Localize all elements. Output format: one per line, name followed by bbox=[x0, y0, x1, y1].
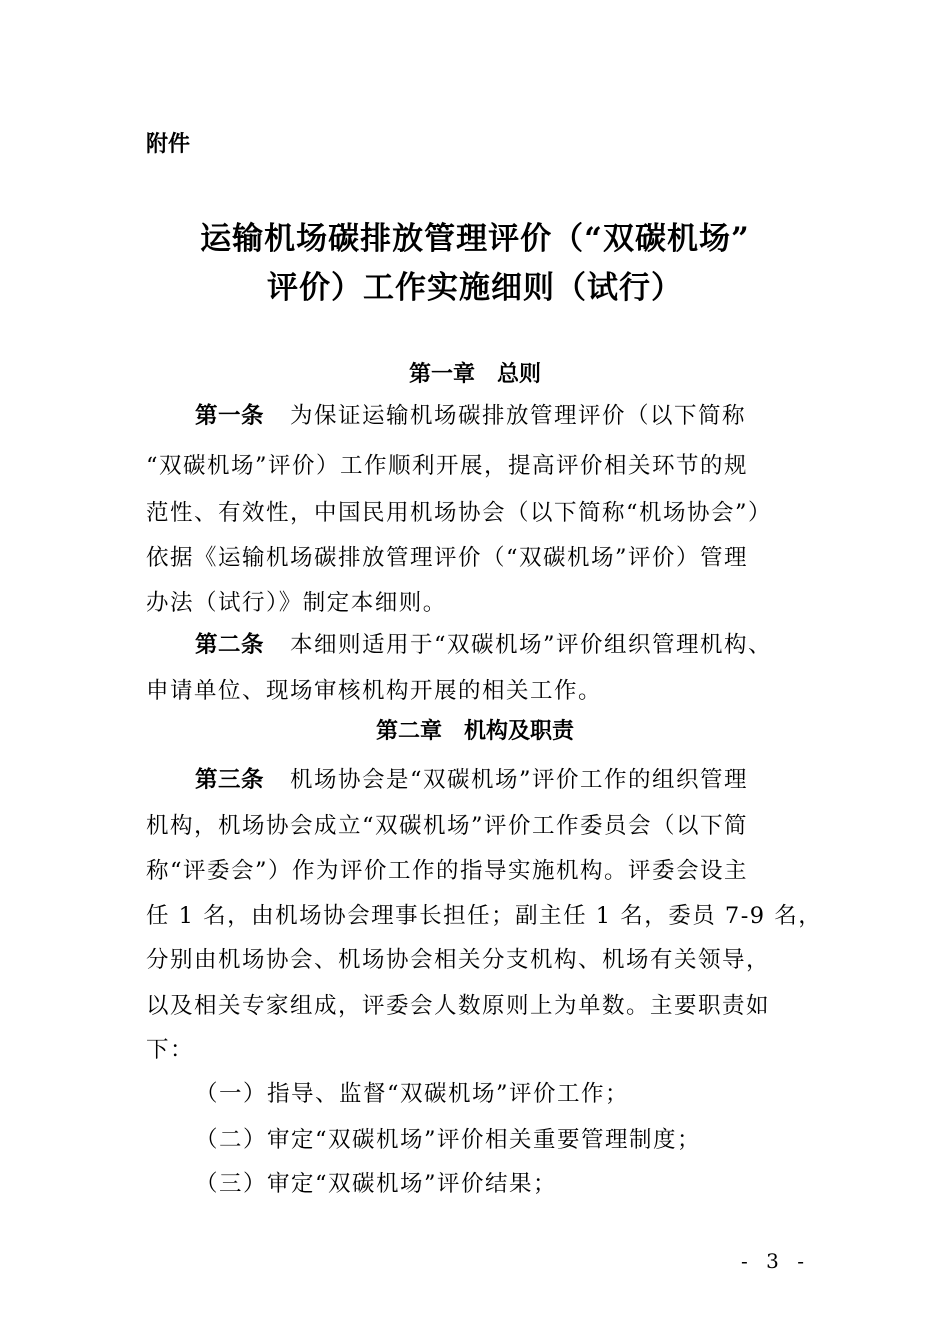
article-3-line-3: 称“评委会”）作为评价工作的指导实施机构。评委会设主 bbox=[146, 858, 749, 884]
article-1-line-3: 范性、有效性，中国民用机场协会（以下简称“机场协会”） bbox=[146, 500, 773, 526]
article-3-line-1 bbox=[195, 762, 865, 794]
article-3-line-4: 任 1 名，由机场协会理事长担任；副主任 1 名，委员 7-9 名， bbox=[146, 903, 823, 929]
document-title-line-1: 运输机场碳排放管理评价（“双碳机场” bbox=[200, 221, 750, 257]
chapter-2-heading: 第二章 机构及职责 bbox=[375, 719, 574, 744]
article-1-text: 为保证运输机场碳排放管理评价（以下简称 bbox=[290, 403, 747, 429]
article-3-label: 第三条 bbox=[195, 767, 265, 793]
article-2-label: 第二条 bbox=[195, 632, 265, 658]
list-item-3: （三）审定“双碳机场”评价结果； bbox=[195, 1171, 558, 1197]
article-1-line-2: “双碳机场”评价）工作顺利开展，提高评价相关环节的规 bbox=[146, 453, 749, 479]
list-item-1: （一）指导、监督“双碳机场”评价工作； bbox=[195, 1081, 630, 1107]
article-3-line-6: 以及相关专家组成，评委会人数原则上为单数。主要职责如 bbox=[146, 993, 771, 1019]
article-2-line-2: 申请单位、现场审核机构开展的相关工作。 bbox=[146, 678, 603, 704]
chapter-1-heading: 第一章 总则 bbox=[408, 362, 541, 387]
page-number: - 3 - bbox=[741, 1249, 810, 1273]
article-1-line-5: 办法（试行）》制定本细则。 bbox=[146, 590, 447, 616]
article-3-line-7: 下： bbox=[146, 1037, 195, 1063]
article-1-line-1 bbox=[195, 398, 865, 430]
article-1-label: 第一条 bbox=[195, 403, 265, 429]
article-1-line-4: 依据《运输机场碳排放管理评价（“双碳机场”评价）管理 bbox=[146, 545, 749, 571]
article-2-line-1 bbox=[195, 627, 865, 659]
attachment-label: 附件 bbox=[146, 132, 191, 157]
list-item-2: （二）审定“双碳机场”评价相关重要管理制度； bbox=[195, 1127, 702, 1153]
article-3-text: 机场协会是“双碳机场”评价工作的组织管理 bbox=[290, 767, 749, 793]
article-2-text: 本细则适用于“双碳机场”评价组织管理机构、 bbox=[290, 632, 773, 658]
document-title-line-2: 评价）工作实施细则（试行） bbox=[267, 270, 683, 306]
article-3-line-5: 分别由机场协会、机场协会相关分支机构、机场有关领导， bbox=[146, 947, 771, 973]
article-3-line-2: 机构，机场协会成立“双碳机场”评价工作委员会（以下简 bbox=[146, 813, 749, 839]
